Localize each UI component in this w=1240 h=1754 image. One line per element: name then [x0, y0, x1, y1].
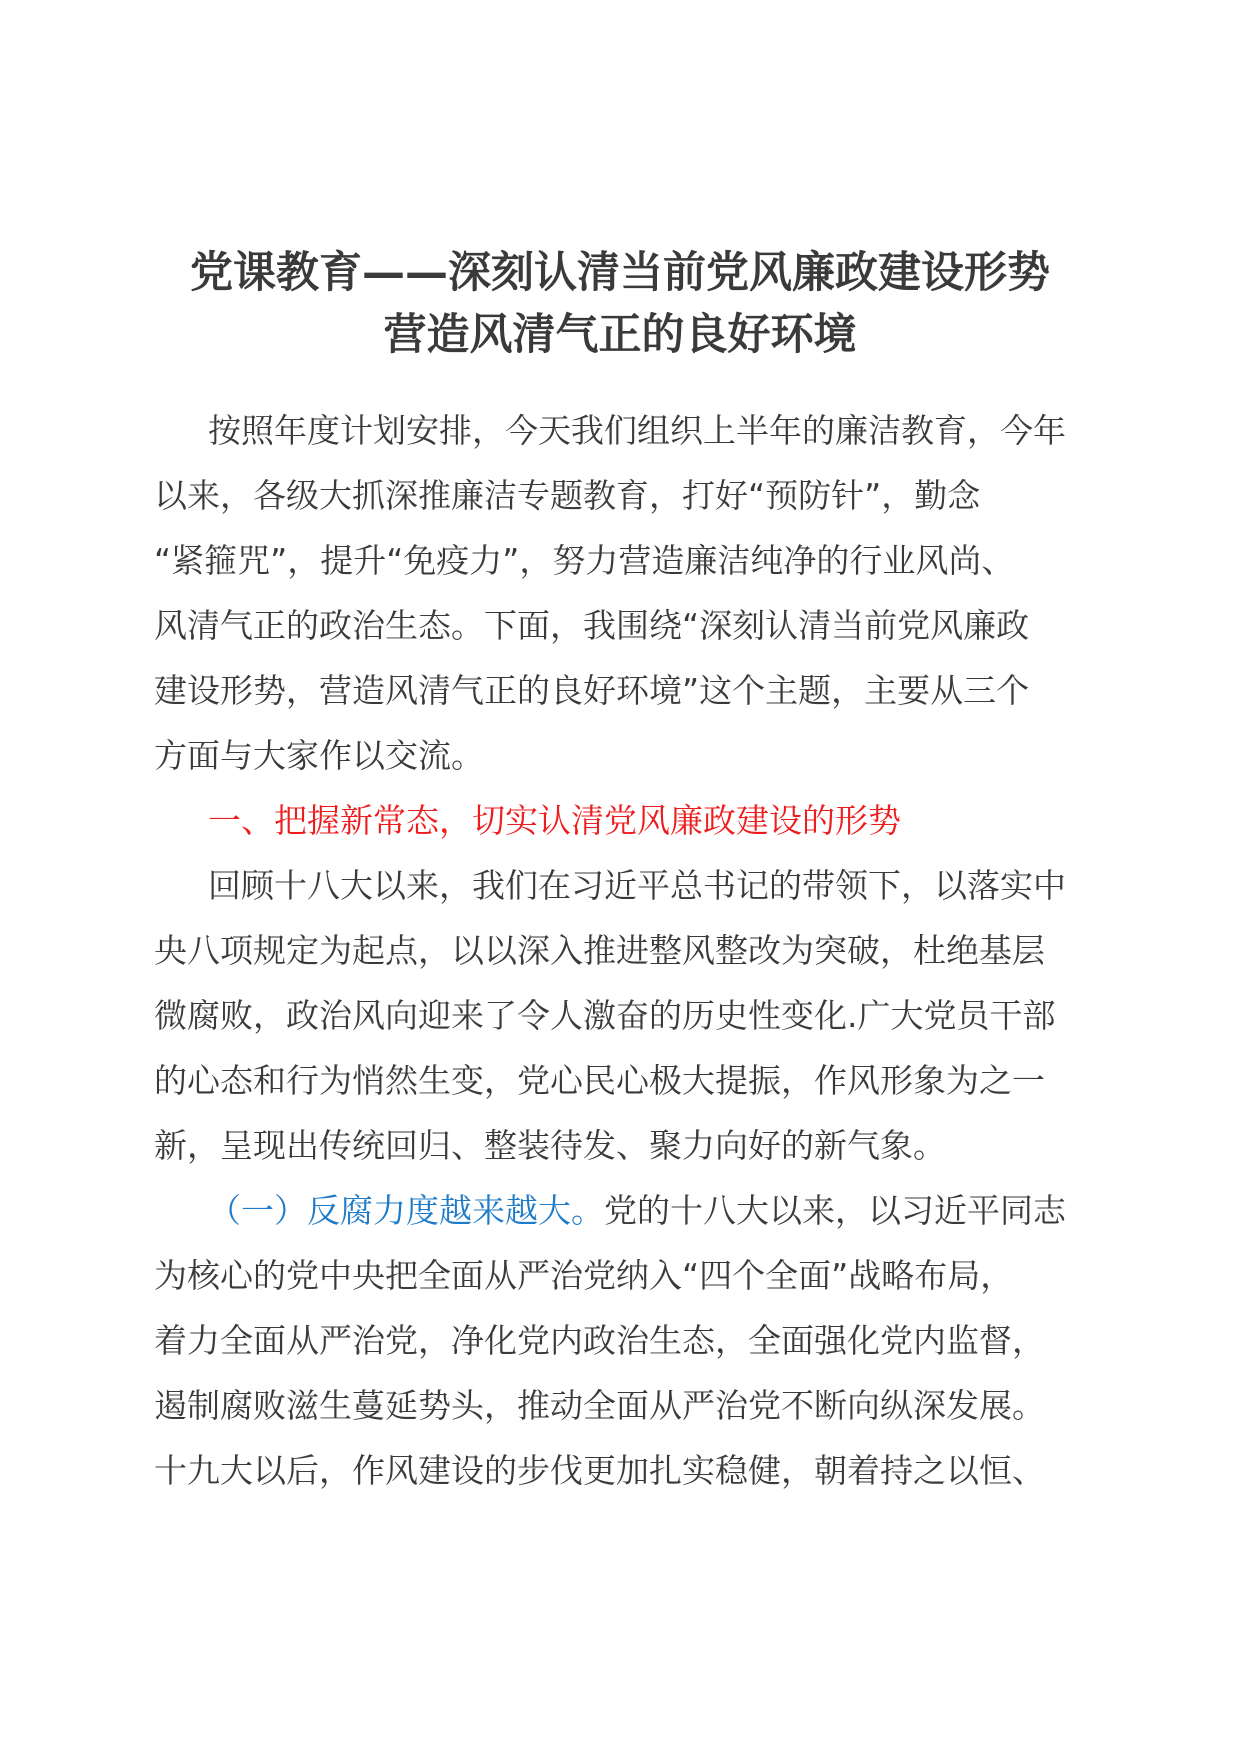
subsection-first-line — [154, 1178, 1089, 1243]
paragraph1-line: 以来，各级大抓深推廉洁专题教育，打好“预防针”，勤念 — [154, 476, 981, 515]
paragraph1-line: 按照年度计划安排，今天我们组织上半年的廉洁教育，今年 — [208, 411, 1066, 450]
paragraph1-line: “紧箍咒”，提升“免疫力”，努力营造廉洁纯净的行业风尚、 — [154, 541, 1015, 580]
paragraph1-line: 建设形势，营造风清气正的良好环境”这个主题，主要从三个 — [154, 671, 1030, 710]
subsection-line: 遏制腐败滋生蔓延势头，推动全面从严治党不断向纵深发展。 — [154, 1386, 1045, 1425]
paragraph2-line: 回顾十八大以来，我们在习近平总书记的带领下，以落实中 — [208, 866, 1066, 905]
paragraph2-line: 微腐败，政治风向迎来了令人激奋的历史性变化.广大党员干部 — [154, 996, 1056, 1035]
document-title-line-2: 营造风清气正的良好环境 — [383, 310, 857, 360]
paragraph2-line: 的心态和行为悄然生变，党心民心极大提振，作风形象为之一 — [154, 1061, 1045, 1100]
document-title-line-1: 党课教育——深刻认清当前党风廉政建设形势 — [190, 248, 1050, 298]
document-body — [154, 398, 1089, 1503]
subsection-first-line-text: 党的十八大以来，以习近平同志 — [604, 1191, 1066, 1230]
subsection-heading: （一）反腐力度越来越大。 — [208, 1191, 604, 1230]
paragraph2-line: 新，呈现出传统回归、整装待发、聚力向好的新气象。 — [154, 1126, 946, 1165]
subsection-line: 十九大以后，作风建设的步伐更加扎实稳健，朝着持之以恒、 — [154, 1451, 1045, 1490]
paragraph1-line: 方面与大家作以交流。 — [154, 736, 484, 775]
paragraph1-line: 风清气正的政治生态。下面，我围绕“深刻认清当前党风廉政 — [154, 606, 1030, 645]
paragraph2-line: 央八项规定为起点，以以深入推进整风整改为突破，杜绝基层 — [154, 931, 1045, 970]
subsection-line: 着力全面从严治党，净化党内政治生态，全面强化党内监督， — [154, 1321, 1045, 1360]
section-heading: 一、把握新常态，切实认清党风廉政建设的形势 — [208, 801, 901, 840]
subsection-line: 为核心的党中央把全面从严治党纳入“四个全面”战略布局， — [154, 1256, 1014, 1295]
